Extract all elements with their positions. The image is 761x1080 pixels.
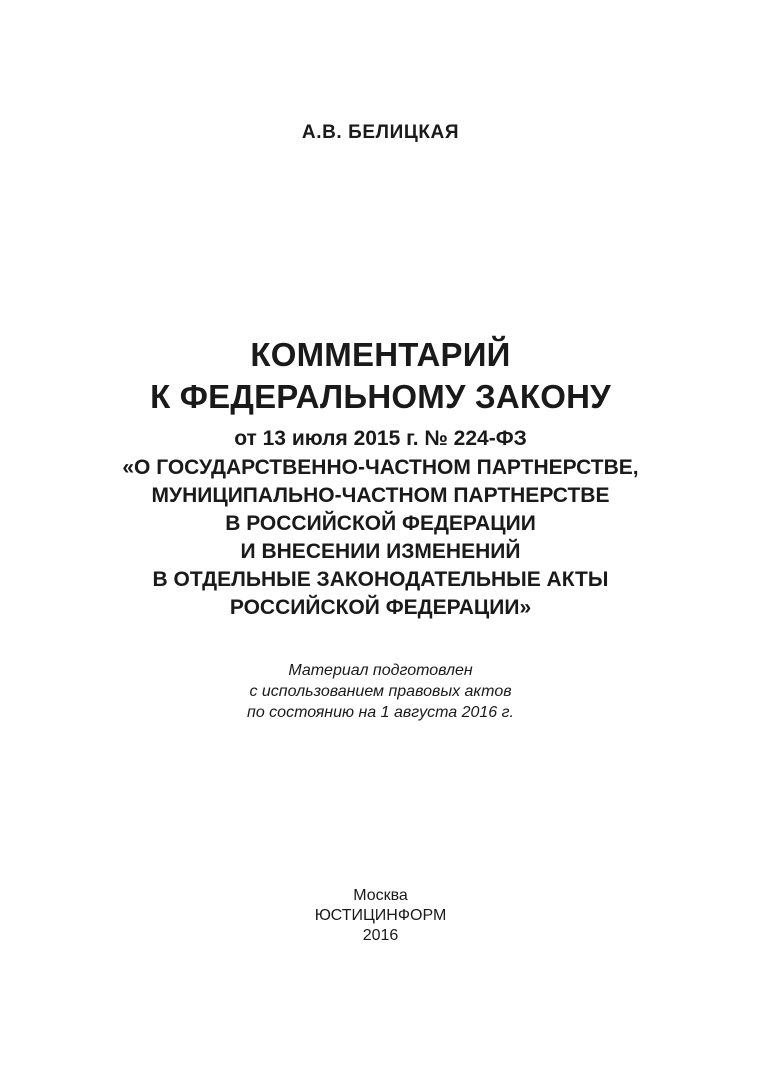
note-line-1: Материал подготовлен — [288, 662, 473, 679]
imprint-year: 2016 — [362, 927, 399, 944]
law-date: от 13 июля 2015 г. № 224-ФЗ — [234, 427, 527, 450]
author-name: А.В. БЕЛИЦКАЯ — [301, 122, 460, 143]
law-name-line-6: РОССИЙСКОЙ ФЕДЕРАЦИИ» — [229, 596, 532, 619]
note-line-2: с использованием правовых актов — [249, 683, 512, 700]
imprint — [0, 886, 761, 946]
title-line-1: КОММЕНТАРИЙ — [250, 336, 511, 373]
title-line-2: К ФЕДЕРАЛЬНОМУ ЗАКОНУ — [150, 378, 611, 415]
imprint-city: Москва — [353, 887, 408, 904]
note-line-3: по состоянию на 1 августа 2016 г. — [247, 704, 514, 721]
imprint-publisher: ЮСТИЦИНФОРМ — [314, 907, 447, 924]
law-name-line-3: В РОССИЙСКОЙ ФЕДЕРАЦИИ — [225, 512, 536, 535]
title-block — [0, 334, 761, 622]
law-name-line-5: В ОТДЕЛЬНЫЕ ЗАКОНОДАТЕЛЬНЫЕ АКТЫ — [152, 568, 609, 591]
law-name-line-4: И ВНЕСЕНИИ ИЗМЕНЕНИЙ — [240, 540, 521, 563]
law-name-line-2: МУНИЦИПАЛЬНО-ЧАСТНОМ ПАРТНЕРСТВЕ — [151, 484, 610, 507]
material-note — [0, 660, 761, 723]
law-name-line-1: «О ГОСУДАРСТВЕННО-ЧАСТНОМ ПАРТНЕРСТВЕ, — [122, 456, 639, 479]
